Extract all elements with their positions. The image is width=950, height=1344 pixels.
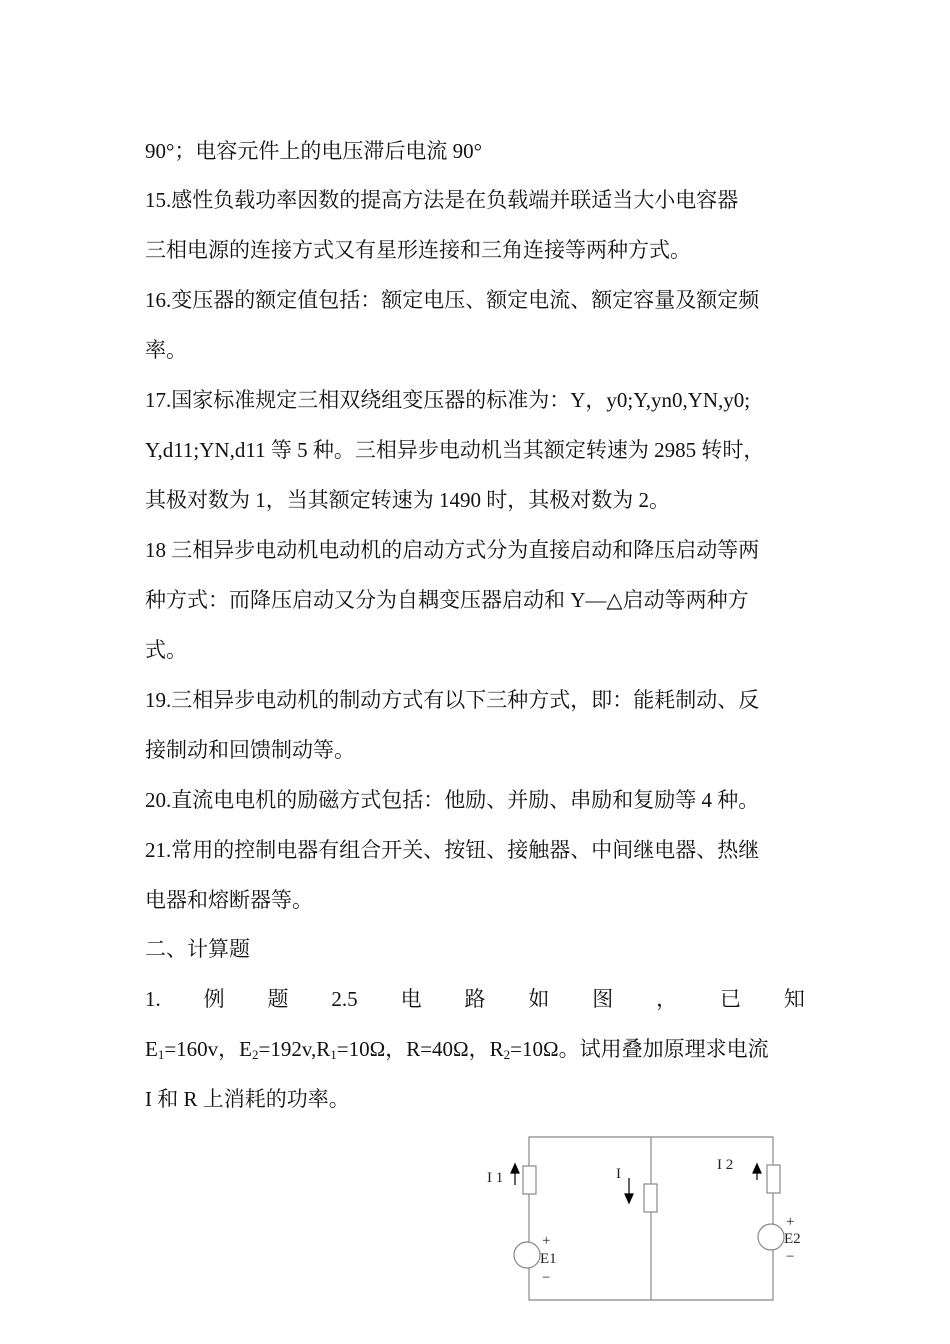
text-line: 15.感性负载功率因数的提高方法是在负载端并联适当大小电容器: [145, 188, 739, 212]
problem-token: 已: [720, 987, 742, 1011]
e2-plus-sign: +: [786, 1214, 795, 1230]
problem-token: 路: [464, 987, 486, 1011]
text-line: 种方式：而降压启动又分为自耦变压器启动和 Y—△启动等两种方: [145, 588, 749, 612]
source-e1-icon: [514, 1242, 540, 1268]
resistor-r: [644, 1184, 657, 1212]
problem-token: 知: [783, 987, 805, 1011]
problem-token: 如: [528, 987, 550, 1011]
text-line: 其极对数为 1，当其额定转速为 1490 时，其极对数为 2。: [145, 488, 670, 512]
problem-token: 1.: [145, 987, 161, 1011]
source-e2-icon: [758, 1224, 784, 1250]
r1-subscript: 1: [330, 1047, 337, 1062]
e1-plus-sign: +: [542, 1233, 551, 1249]
e2-minus-sign: −: [786, 1249, 795, 1265]
r2-value: =10Ω。试用叠加原理求电流: [510, 1037, 769, 1061]
e1-label: E1: [540, 1251, 557, 1267]
text-line: 率。: [145, 338, 187, 362]
text-line: 90°；电容元件上的电压滞后电流 90°: [145, 139, 483, 163]
text-line: Y,d11;YN,d11 等 5 种。三相异步电动机当其额定转速为 2985 转时，: [145, 438, 765, 462]
e2-subscript: 2: [252, 1047, 259, 1062]
e2-value: =192v,: [258, 1037, 317, 1061]
problem-token: 题: [267, 987, 289, 1011]
resistor-r1: [523, 1166, 536, 1194]
arrow-up-icon: [511, 1164, 519, 1173]
r2-subscript: 2: [503, 1047, 511, 1062]
arrow-up-icon: [753, 1164, 761, 1173]
text-line: 三相电源的连接方式又有星形连接和三角连接等两种方式。: [145, 238, 691, 262]
current-i1-label: I 1: [487, 1170, 504, 1186]
problem-token: 电: [400, 987, 422, 1011]
section-heading: 二、计算题: [145, 937, 250, 961]
current-i-label: I: [616, 1166, 621, 1182]
text-line: 19.三相异步电动机的制动方式有以下三种方式，即：能耗制动、反: [145, 688, 760, 712]
text-line: 电器和熔断器等。: [145, 888, 313, 912]
e1-subscript: 1: [157, 1047, 165, 1062]
text-line: 式。: [145, 638, 187, 662]
text-line: 18 三相异步电动机电动机的启动方式分为直接启动和降压启动等两: [145, 538, 760, 562]
problem-token: 图: [592, 987, 614, 1011]
text-line: 16.变压器的额定值包括：额定电压、额定电流、额定容量及额定频: [145, 288, 760, 312]
text-line: 接制动和回馈制动等。: [145, 738, 355, 762]
r2-symbol: R: [489, 1037, 504, 1061]
problem-token: 例: [203, 987, 225, 1011]
text-line: 17.国家标准规定三相双绕组变压器的标准为：Y，y0;Y,yn0,YN,y0;: [145, 388, 751, 412]
current-i2-label: I 2: [717, 1157, 734, 1173]
e2-label: E2: [784, 1231, 801, 1247]
text-line: 21.常用的控制电器有组合开关、按钮、接触器、中间继电器、热继: [145, 838, 760, 862]
problem-token: ，: [656, 987, 678, 1011]
problem-token: 2.5: [331, 987, 358, 1011]
resistor-r2: [767, 1165, 780, 1193]
e1-value: =160v，: [164, 1037, 240, 1061]
problem-line-3: I 和 R 上消耗的功率。: [145, 1087, 350, 1111]
e2-symbol: E: [239, 1037, 252, 1061]
r1-symbol: R: [316, 1037, 331, 1061]
arrow-down-icon: [625, 1194, 633, 1203]
r1-value: =10Ω，R=40Ω，: [336, 1037, 490, 1061]
e1-symbol: E: [145, 1037, 158, 1061]
text-line: 20.直流电电机的励磁方式包括：他励、并励、串励和复励等 4 种。: [145, 788, 760, 812]
e1-minus-sign: −: [542, 1270, 551, 1286]
